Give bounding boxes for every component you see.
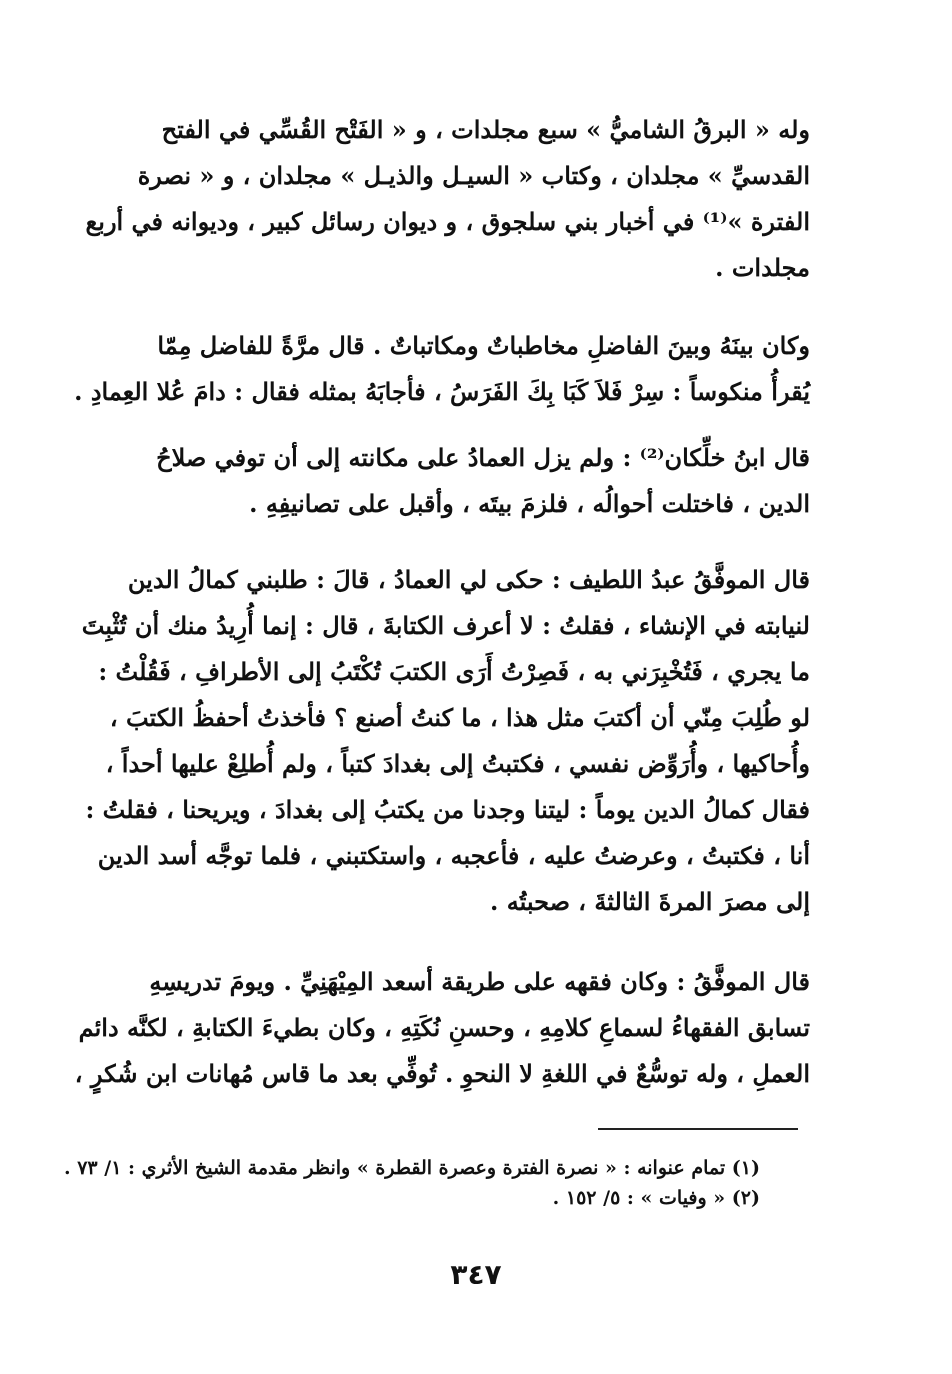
text-line: مجلدات . [715,253,810,282]
paragraph-2 [74,323,810,415]
text-line: فقال كمالُ الدين يوماً : ليتنا وجدنا من يكتبُ إلى بغدادَ ، ويريحنا ، فقلتُ : [85,795,810,824]
paragraph-3 [140,435,810,527]
footnotes [63,1153,810,1213]
text-line: وكان بينَهُ وبينَ الفاضلِ مخاطباتٌ ومكاتباتٌ . قال مرَّةً للفاضل مِمّا [157,331,810,360]
text-line: القدسيِّ » مجلدان ، وكتاب « السيـل والذيـل » مجلدان ، و « نصرة [137,161,810,190]
text-line: لنيابته في الإنشاء ، فقلتُ : لا أعرف الكتابةَ ، قال : إنما أُرِيدُ منك أن تُثْبِتَ [81,611,810,640]
text-line: وأُحاكيها ، وأُرَوِّض نفسي ، فكتبتُ إلى بغدادَ كتباً ، ولم أُطلِعْ عليها أحداً ، [105,749,810,778]
text-line: قال الموفَّقُ عبدُ اللطيف : حكى لي العمادُ ، قالَ : طلبني كمالُ الدين [127,565,810,594]
text-line: قال الموفَّقُ : وكان فقهه على طريقة أسعد المِيْهَنِيِّ . ويومَ تدريسِهِ [149,967,810,996]
text-line: ما يجري ، فَتُخْبِرَني به ، فَصِرْتُ أَرَى الكتبَ تُكْتَبُ إلى الأطرافِ ، فَقُلْتُ : [98,657,810,686]
footnote-2: (٢) « وفيات » : ٥/ ١٥٢ . [552,1187,760,1209]
text-line: قال ابنُ خلِّكان⁽²⁾ : ولم يزل العمادُ على مكانته إلى أن توفي صلاحُ [156,443,810,472]
text-line: وله « البرقُ الشاميُّ » سبع مجلدات ، و « الفَتْح القُسِّي في الفتح [161,115,810,144]
text-line: أنا ، فكتبتُ ، وعرضتُ عليه ، فأعجبه ، واستكتبني ، فلما توجَّه أسد الدين [97,841,810,870]
text-line: الدين ، فاختلت أحوالُه ، فلزمَ بيتَه ، وأقبل على تصانيفِهِ . [249,489,810,518]
text-line: لو طُلِبَ مِنّي أن أكتبَ مثل هذا ، ما كنتُ أصنع ؟ فأخذتُ أحفظُ الكتبَ ، [109,703,810,732]
text-line: إلى مصرَ المرةَ الثالثةَ ، صحبتُه . [490,887,810,916]
text-line: العملِ ، وله توسُّعٌ في اللغةِ لا النحوِ . تُوفِّي بعد ما قاس مُهانات ابن شُكرٍ ، [74,1059,810,1088]
page-number: ٣٤٧ [450,1258,502,1291]
text-line: تسابق الفقهاءُ لسماعِ كلامِهِ ، وحسنِ نُكَتِهِ ، وكان بطيءَ الكتابةِ ، لكنَّه دائم [78,1013,810,1042]
footnote-1: (١) تمام عنوانه : « نصرة الفترة وعصرة القطرة » وانظر مقدمة الشيخ الأثري : ١/ ٧٣ . [63,1157,760,1179]
paragraph-5 [74,959,810,1097]
paragraph-1 [85,107,810,291]
paragraph-4 [81,557,810,925]
text-line: الفترة »⁽¹⁾ في أخبار بني سلجوق ، و ديوان رسائل كبير ، وديوانه في أربع [85,207,810,236]
text-line: يُقرأُ منكوساً : سِرْ فَلاَ كَبَا بِكَ الفَرَسُ ، فأجابَهُ بمثله فقال : دامَ عُلا العِمادِ . [74,377,810,406]
footnote-divider [598,1128,798,1130]
